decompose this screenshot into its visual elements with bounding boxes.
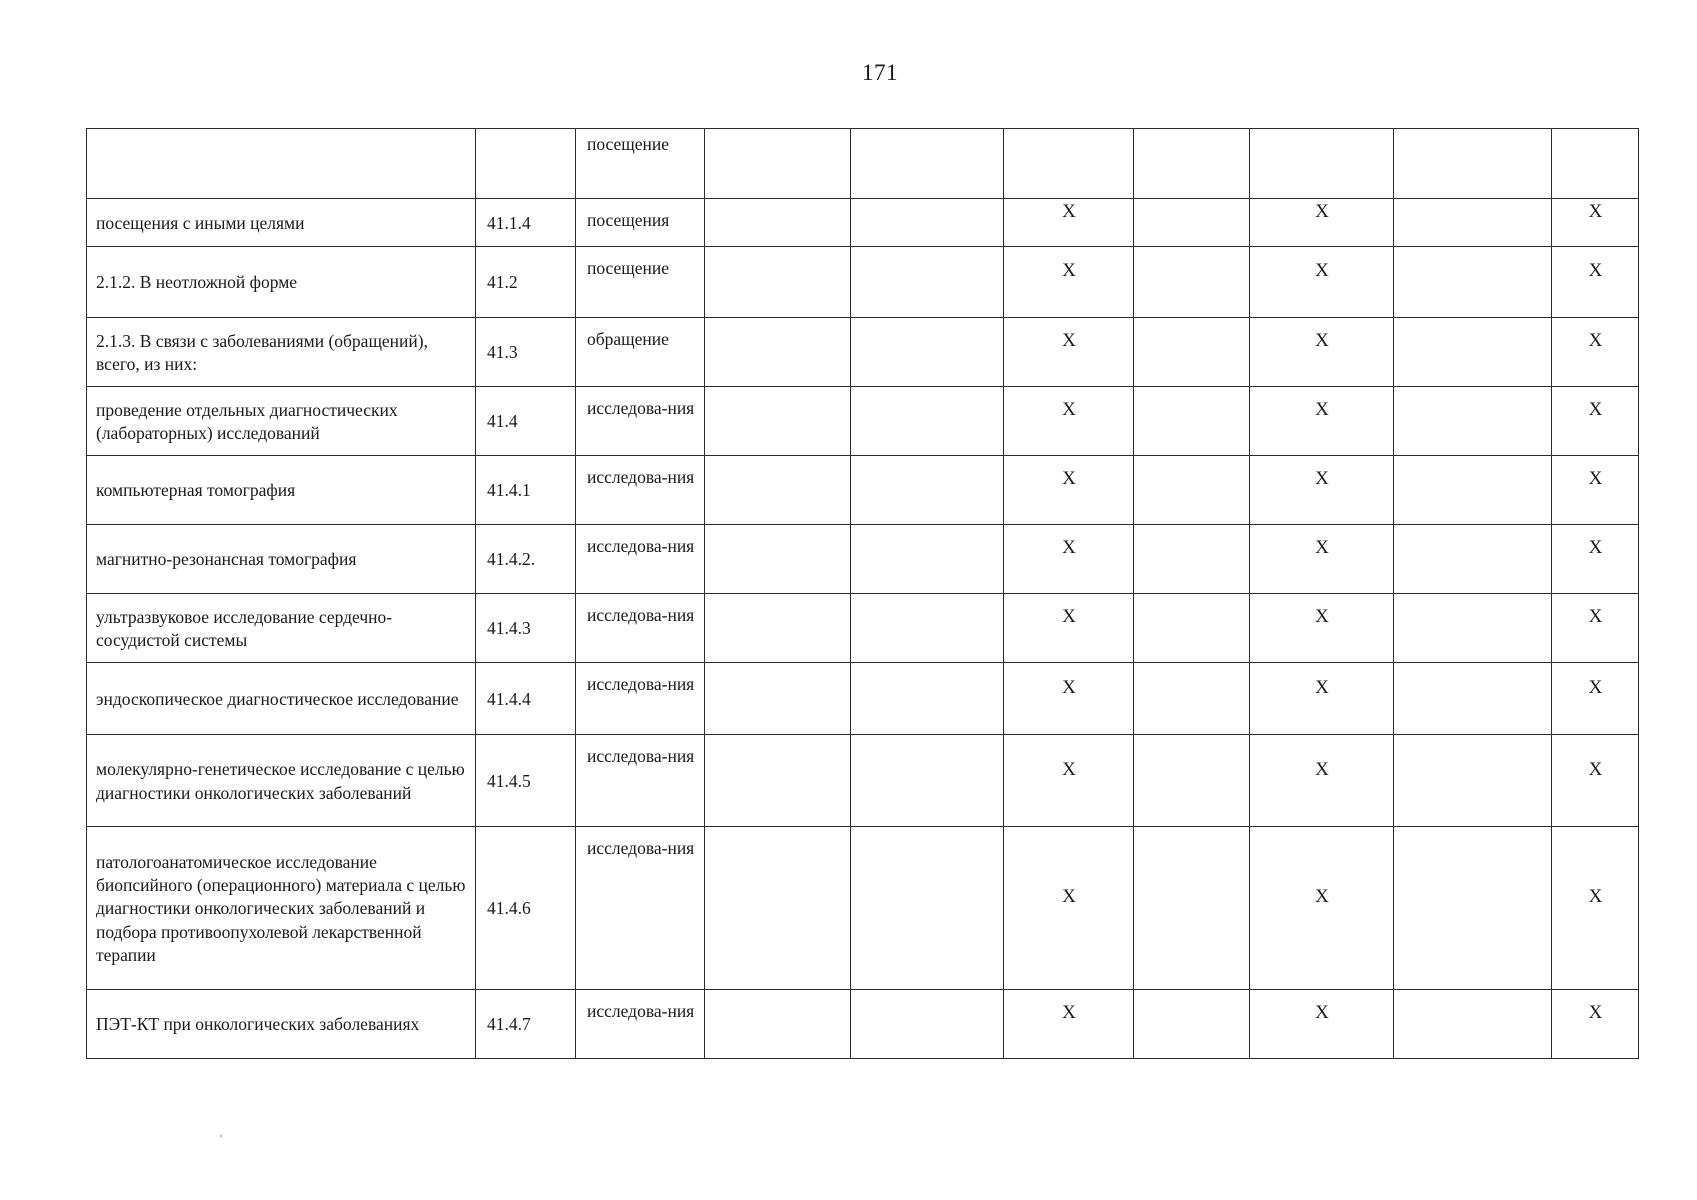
value-cell bbox=[1250, 318, 1394, 387]
value-cell bbox=[1394, 990, 1552, 1059]
table-row bbox=[87, 735, 1639, 827]
value-cell bbox=[1394, 129, 1552, 199]
row-unit-cell: исследова-ния bbox=[576, 387, 705, 456]
row-code-cell: 41.4.5 bbox=[476, 735, 576, 827]
x-mark: X bbox=[1588, 200, 1603, 222]
value-cell bbox=[851, 129, 1004, 199]
row-name-cell bbox=[87, 129, 476, 199]
value-cell bbox=[1134, 827, 1250, 990]
x-mark: X bbox=[1588, 606, 1603, 628]
x-mark: X bbox=[1588, 886, 1603, 908]
value-cell bbox=[851, 663, 1004, 735]
value-cell bbox=[1552, 387, 1639, 456]
value-cell bbox=[1250, 663, 1394, 735]
value-cell bbox=[851, 247, 1004, 318]
x-mark: X bbox=[1315, 260, 1329, 282]
row-unit-cell: обращение bbox=[576, 318, 705, 387]
table-row bbox=[87, 525, 1639, 594]
table-row bbox=[87, 387, 1639, 456]
value-cell bbox=[1552, 318, 1639, 387]
row-code-cell: 41.4.1 bbox=[476, 456, 576, 525]
x-mark: X bbox=[1062, 758, 1076, 780]
value-cell bbox=[1250, 990, 1394, 1059]
x-mark: X bbox=[1588, 537, 1603, 559]
row-unit-cell: исследова-ния bbox=[576, 663, 705, 735]
value-cell bbox=[1552, 827, 1639, 990]
table-row bbox=[87, 318, 1639, 387]
x-mark: X bbox=[1588, 468, 1603, 490]
value-cell bbox=[705, 525, 851, 594]
value-cell bbox=[1004, 594, 1134, 663]
row-unit-cell: исследова-ния bbox=[576, 594, 705, 663]
row-name-cell: патологоанатомическое исследование биопсийного (операционного) материала с целью диагностики онкологических заболеваний и подбора противоопухолевой лекарственной терапии bbox=[87, 827, 476, 990]
row-code-cell: 41.4.3 bbox=[476, 594, 576, 663]
value-cell bbox=[1250, 594, 1394, 663]
value-cell bbox=[1134, 456, 1250, 525]
page-number: 171 bbox=[862, 60, 898, 85]
row-name-cell: магнитно-резонансная томография bbox=[87, 525, 476, 594]
row-unit-cell: исследова-ния bbox=[576, 735, 705, 827]
value-cell bbox=[1394, 318, 1552, 387]
row-name-cell: посещения с иными целями bbox=[87, 199, 476, 247]
x-mark: X bbox=[1315, 468, 1329, 490]
row-name-cell: проведение отдельных диагностических (лабораторных) исследований bbox=[87, 387, 476, 456]
x-mark: X bbox=[1588, 399, 1603, 421]
table-row bbox=[87, 247, 1639, 318]
value-cell bbox=[1250, 199, 1394, 247]
row-code-cell: 41.2 bbox=[476, 247, 576, 318]
value-cell bbox=[1004, 456, 1134, 525]
scan-speck bbox=[220, 1135, 222, 1137]
row-code-cell: 41.4.6 bbox=[476, 827, 576, 990]
value-cell bbox=[1394, 663, 1552, 735]
table-row bbox=[87, 990, 1639, 1059]
x-mark: X bbox=[1315, 330, 1329, 352]
row-name-cell: ультразвуковое исследование сердечно-сосудистой системы bbox=[87, 594, 476, 663]
table-row bbox=[87, 594, 1639, 663]
value-cell bbox=[1004, 827, 1134, 990]
data-table bbox=[86, 128, 1639, 1059]
x-mark: X bbox=[1062, 399, 1076, 421]
value-cell bbox=[1250, 735, 1394, 827]
value-cell bbox=[1134, 387, 1250, 456]
value-cell bbox=[705, 594, 851, 663]
value-cell bbox=[851, 525, 1004, 594]
row-unit-cell: посещение bbox=[576, 247, 705, 318]
value-cell bbox=[1394, 525, 1552, 594]
value-cell bbox=[1394, 735, 1552, 827]
x-mark: X bbox=[1062, 676, 1076, 698]
table-row bbox=[87, 129, 1639, 199]
x-mark: X bbox=[1315, 758, 1329, 780]
value-cell bbox=[1004, 247, 1134, 318]
value-cell bbox=[1394, 387, 1552, 456]
value-cell bbox=[1552, 594, 1639, 663]
row-code-cell: 41.3 bbox=[476, 318, 576, 387]
x-mark: X bbox=[1588, 758, 1603, 780]
value-cell bbox=[1134, 990, 1250, 1059]
value-cell bbox=[705, 129, 851, 199]
row-code-cell: 41.4.7 bbox=[476, 990, 576, 1059]
row-code-cell: 41.4.2. bbox=[476, 525, 576, 594]
value-cell bbox=[1552, 199, 1639, 247]
value-cell bbox=[705, 827, 851, 990]
row-code-cell: 41.4 bbox=[476, 387, 576, 456]
value-cell bbox=[705, 387, 851, 456]
value-cell bbox=[851, 827, 1004, 990]
value-cell bbox=[1250, 247, 1394, 318]
value-cell bbox=[705, 456, 851, 525]
row-unit-cell: исследова-ния bbox=[576, 827, 705, 990]
value-cell bbox=[1250, 129, 1394, 199]
x-mark: X bbox=[1315, 606, 1329, 628]
row-name-cell: 2.1.3. В связи с заболеваниями (обращений), всего, из них: bbox=[87, 318, 476, 387]
value-cell bbox=[1250, 456, 1394, 525]
value-cell bbox=[705, 199, 851, 247]
x-mark: X bbox=[1588, 1002, 1603, 1024]
row-code-cell: 41.1.4 bbox=[476, 199, 576, 247]
value-cell bbox=[1394, 594, 1552, 663]
value-cell bbox=[851, 318, 1004, 387]
row-unit-cell: исследова-ния bbox=[576, 525, 705, 594]
value-cell bbox=[851, 990, 1004, 1059]
row-code-cell bbox=[476, 129, 576, 199]
x-mark: X bbox=[1062, 886, 1076, 908]
value-cell bbox=[1004, 199, 1134, 247]
row-name-cell: эндоскопическое диагностическое исследование bbox=[87, 663, 476, 735]
value-cell bbox=[1552, 663, 1639, 735]
value-cell bbox=[851, 735, 1004, 827]
x-mark: X bbox=[1062, 330, 1076, 352]
value-cell bbox=[1004, 525, 1134, 594]
x-mark: X bbox=[1062, 468, 1076, 490]
value-cell bbox=[1134, 199, 1250, 247]
value-cell bbox=[1394, 456, 1552, 525]
table-row bbox=[87, 199, 1639, 247]
value-cell bbox=[1250, 827, 1394, 990]
value-cell bbox=[851, 594, 1004, 663]
x-mark: X bbox=[1315, 1002, 1329, 1024]
x-mark: X bbox=[1062, 537, 1076, 559]
value-cell bbox=[1134, 663, 1250, 735]
value-cell bbox=[1552, 247, 1639, 318]
table-row bbox=[87, 827, 1639, 990]
value-cell bbox=[1004, 387, 1134, 456]
x-mark: X bbox=[1315, 676, 1329, 698]
value-cell bbox=[1394, 199, 1552, 247]
value-cell bbox=[1552, 129, 1639, 199]
value-cell bbox=[705, 735, 851, 827]
value-cell bbox=[1552, 456, 1639, 525]
x-mark: X bbox=[1315, 200, 1329, 222]
value-cell bbox=[1552, 735, 1639, 827]
table-row bbox=[87, 663, 1639, 735]
row-name-cell: ПЭТ-КТ при онкологических заболеваниях bbox=[87, 990, 476, 1059]
value-cell bbox=[705, 247, 851, 318]
row-name-cell: 2.1.2. В неотложной форме bbox=[87, 247, 476, 318]
value-cell bbox=[1004, 318, 1134, 387]
value-cell bbox=[851, 387, 1004, 456]
value-cell bbox=[1004, 129, 1134, 199]
row-unit-cell: посещения bbox=[576, 199, 705, 247]
value-cell bbox=[1134, 594, 1250, 663]
table-row bbox=[87, 456, 1639, 525]
x-mark: X bbox=[1588, 260, 1603, 282]
value-cell bbox=[1004, 663, 1134, 735]
x-mark: X bbox=[1315, 399, 1329, 421]
x-mark: X bbox=[1588, 676, 1603, 698]
value-cell bbox=[851, 199, 1004, 247]
x-mark: X bbox=[1315, 886, 1329, 908]
value-cell bbox=[1134, 735, 1250, 827]
value-cell bbox=[1552, 525, 1639, 594]
x-mark: X bbox=[1588, 330, 1603, 352]
value-cell bbox=[1134, 129, 1250, 199]
value-cell bbox=[1394, 247, 1552, 318]
value-cell bbox=[1250, 387, 1394, 456]
table-body bbox=[87, 129, 1639, 1059]
value-cell bbox=[1394, 827, 1552, 990]
value-cell bbox=[1134, 525, 1250, 594]
value-cell bbox=[1134, 247, 1250, 318]
value-cell bbox=[1004, 735, 1134, 827]
row-name-cell: компьютерная томография bbox=[87, 456, 476, 525]
value-cell bbox=[1134, 318, 1250, 387]
value-cell bbox=[1004, 990, 1134, 1059]
row-name-cell: молекулярно-генетическое исследование с целью диагностики онкологических заболеваний bbox=[87, 735, 476, 827]
value-cell bbox=[851, 456, 1004, 525]
x-mark: X bbox=[1062, 260, 1076, 282]
value-cell bbox=[705, 663, 851, 735]
x-mark: X bbox=[1315, 537, 1329, 559]
value-cell bbox=[1250, 525, 1394, 594]
value-cell bbox=[705, 990, 851, 1059]
row-unit-cell: исследова-ния bbox=[576, 990, 705, 1059]
row-unit-cell: посещение bbox=[576, 129, 705, 199]
x-mark: X bbox=[1062, 200, 1076, 222]
row-code-cell: 41.4.4 bbox=[476, 663, 576, 735]
value-cell bbox=[705, 318, 851, 387]
x-mark: X bbox=[1062, 1002, 1076, 1024]
value-cell bbox=[1552, 990, 1639, 1059]
row-unit-cell: исследова-ния bbox=[576, 456, 705, 525]
x-mark: X bbox=[1062, 606, 1076, 628]
